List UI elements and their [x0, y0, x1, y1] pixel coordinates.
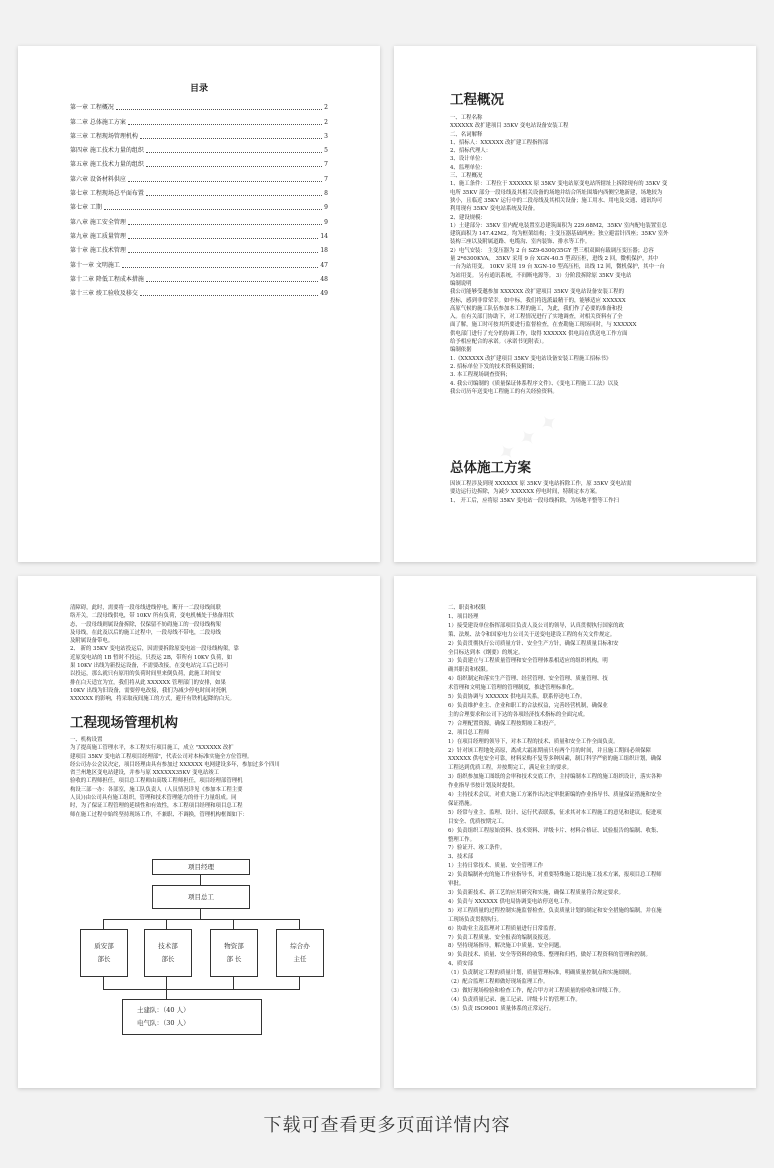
text-line: 装构三座以及附属道路、电缆沟、室内装饰、排水等工作。 — [450, 239, 591, 246]
toc-page: 14 — [320, 232, 328, 240]
org-connector — [103, 919, 299, 920]
text-line: 2）负责贯彻执行公司质量方针、安全生产方针，确保工程质量目标和安 — [448, 640, 619, 647]
text-line: 建筑面积为 147.42M2。均为框架结构；主变压器基础两座；独立避雷针四座；35KV 室外 — [450, 231, 669, 238]
toc-label: 第八章 施工安全管理 — [70, 218, 126, 226]
text-line: 3）负责建立与工程质量管理和安全管理体系相适应的组织机构，明 — [448, 658, 608, 665]
org-connector — [103, 919, 104, 929]
text-line: 以投运，那么就只有原用的负荷时间里来倒负荷，此施工时间安 — [70, 671, 221, 678]
org-connector — [103, 976, 104, 989]
org-box-technical — [144, 929, 192, 977]
toc-page: 48 — [320, 275, 328, 283]
org-chart — [70, 859, 330, 1037]
text-line: 排在白天适宜为宜，我们将从此 XXXXXX 管理部门的安排，如果 — [70, 679, 226, 686]
text-line: 主的合理要求和公司下达的各项经济技术指标的全面完成。 — [448, 711, 589, 718]
text-line: 人员》)由公司具有施工组织，管理和技术管理能力的骨干力量组成。同 — [70, 795, 237, 802]
toc-item[interactable] — [70, 198, 328, 212]
toc-label: 第六章 设备材料供应 — [70, 175, 126, 183]
text-line: 9）负责技术、质量、安全等资料的收集、整理和归档，做好工程资料的管理和控制。 — [448, 952, 651, 959]
toc-item[interactable] — [70, 270, 328, 284]
text-line: 省兰州地区变电站建设，并参与原 XXXXXX35KV 变电站竣工 — [70, 770, 220, 777]
toc-label: 第十章 施工技术管理 — [70, 247, 126, 255]
toc-list — [70, 98, 328, 298]
toc-label: 第九章 施工质量管理 — [70, 232, 126, 240]
toc-page: 5 — [324, 147, 328, 155]
text-line: 4、质安部 — [448, 961, 473, 968]
text-line: 7）合理配置资源，确保工程按期竣工和投产。 — [448, 720, 560, 727]
toc-leader — [128, 124, 322, 125]
toc-label: 第五章 施工技术力量的组织 — [70, 161, 144, 169]
toc-leader — [116, 109, 322, 110]
text-line: 高原气候的施工队伍参加本工程的施工，为此，我们作了必要的准备和投 — [450, 305, 623, 312]
text-line: 8）坚持现场指导，解决施工中质量、安全问题。 — [448, 943, 565, 950]
toc-item[interactable] — [70, 169, 328, 183]
dept-role: 主任 — [293, 955, 307, 963]
text-line: 一台为站用变。 10KV 采用 19 台 XGN-10 型高压柜，出线 12 回，微机保护，其中一台 — [450, 264, 665, 271]
text-line: 及母线，在此及以后的施工过程中，一段母线不带电，二段母线 — [70, 629, 221, 636]
text-line: 6）负责维护业主、企业和职工的合法权益，完善经营机制，确保业 — [448, 702, 608, 709]
text-line: 构设三部一办：各部室，施工队负责人（人员情况详见《参加本工程主要 — [70, 786, 243, 793]
text-line: 量 2*6300KVA。 35KV 采用 9 台 XGN-40.5 型高压柜，进线 2 回，微机保护，其中 — [450, 256, 659, 263]
text-line: 1）土建部分：35KV 室内配电装置室总建筑面积为 229.68M2，35KV 室内配电装置室总 — [450, 222, 667, 229]
text-line: 3）负责新技术、新工艺的应用研究和实施，确保工程质量符合规定要求。 — [448, 890, 624, 896]
text-line: 清障碍，此时，需要将一段母线进线停电，断开一二段母线间联 — [70, 605, 221, 611]
text-line: 验收的工程师担任，项目总工程师由高级工程师担任，项目经理部管理机 — [70, 778, 243, 785]
text-line: 6）协助业主及监理对工程质量进行日常监督。 — [448, 925, 560, 932]
toc-item[interactable] — [70, 184, 328, 198]
download-prompt[interactable]: 下载可查看更多页面详情内容 — [263, 1115, 511, 1136]
text-line: 利用现有 35KV 变电站系统及设备。 — [450, 206, 539, 213]
org-box-materials — [210, 929, 258, 977]
text-line: 给予相应配合的承诺。（承诺书见附表）。 — [450, 339, 548, 346]
toc-page: 2 — [324, 104, 328, 112]
dept-name: 质安部 — [94, 942, 114, 950]
text-line: 保证措施。 — [448, 800, 475, 807]
text-line: 及附属设备带电。 — [70, 638, 114, 645]
toc-item[interactable] — [70, 155, 328, 169]
text-line: 5）负责协调与 XXXXXX 供电局关系，联系停送电工作。 — [448, 694, 586, 701]
text-line: 4）负责与 XXXXXX 供电局协调变电站停送电工作。 — [448, 898, 575, 905]
text-line: 4）主持技术会议，对重大施工方案作出决定审批新编的作业指导书、质量保证措施和安全 — [448, 792, 662, 799]
page-overview — [394, 46, 756, 562]
overview-text — [450, 114, 750, 396]
text-line: 1）主持日常技术、质量、安全管理工作 — [448, 863, 544, 870]
toc-item[interactable] — [70, 227, 328, 241]
text-line: 态，一段母线则属设备拆除，仅保留不妨碍施工的一段母线构架 — [70, 621, 221, 628]
text-line: 络开关，二段母线供电，带 10KV 所有负荷，变电机械处于热备用状 — [70, 613, 234, 620]
text-line: 二、职责和权限 — [448, 605, 486, 611]
text-line: （2）配合监理工程师做好现场监理工作。 — [448, 979, 549, 986]
text-line: 1、施工条件：工程位于 XXXXXX 原 35KV 变电站原变电站所辖址上拆除现有的 35KV 变 — [450, 181, 668, 188]
toc-item[interactable] — [70, 241, 328, 255]
text-line: 2、项目总工程师 — [448, 729, 490, 736]
text-line: 1.《XXXXXX 改扩建项目 35KV 变电站设备安装工程施工招标书》 — [450, 355, 612, 362]
toc-page: 7 — [324, 175, 328, 183]
org-box-chief-engineer: 项目总工 — [152, 885, 250, 909]
toc-page: 9 — [324, 218, 328, 226]
toc-leader — [128, 181, 322, 182]
watermark: ✦ ✦ ✦ — [493, 408, 565, 469]
text-line: 1、招标人：XXXXXX 改扩建工程指挥部 — [450, 139, 549, 146]
text-line: 2、建设规模： — [450, 214, 486, 221]
toc-leader — [140, 295, 318, 296]
text-line: 工现场负责贯彻执行。 — [448, 916, 502, 923]
toc-item[interactable] — [70, 284, 328, 298]
text-line: 整理工作。 — [448, 836, 475, 843]
toc-page: 3 — [324, 132, 328, 140]
text-line: XXXXXX 改扩建项目 35KV 变电站设备安装工程 — [450, 123, 569, 130]
text-line: 审批。 — [448, 881, 465, 888]
text-line: 3、设计单位： — [450, 156, 486, 163]
org-connector — [233, 976, 234, 989]
org-connector — [299, 919, 300, 929]
toc-title: 目录 — [189, 84, 208, 94]
toc-item[interactable] — [70, 212, 328, 226]
text-line: 2、 新的 35KV 变电站投运后，因需要拆除原变电站一段母线构架，靠 — [70, 646, 239, 653]
page-responsibilities — [394, 576, 756, 1088]
toc-label: 第一章 工程概况 — [70, 104, 114, 112]
text-line: 1、 开工后，应将原 35KV 变电站一段母线拆除，为场地平整等工作扫 — [450, 497, 619, 504]
text-line: 供电部门进行了充分的协调工作，取得 XXXXXX 供电局在供送电工作方面 — [450, 330, 628, 337]
text-line: 编制说明 — [450, 280, 472, 287]
page-management — [18, 576, 380, 1088]
toc-item[interactable] — [70, 127, 328, 141]
text-line: 狭小，且临近 35KV 运行中的二段母线及其相关设备；施工用水、用电及交通、通讯均可 — [450, 197, 663, 204]
heading-project-overview: 工程概况 — [450, 92, 504, 108]
text-line: 作业指导书按计划及时提供。 — [448, 783, 519, 790]
toc-label: 第七章 工期 — [70, 204, 102, 212]
text-line: 7）验证开、竣工条件。 — [448, 845, 506, 852]
toc-label: 第十二章 降低工程成本措施 — [70, 275, 144, 283]
text-line: 5）对工程质量的过程控制实施监督检查，负责质量计划的制定和安全措施的编制，并在施 — [448, 907, 662, 914]
toc-label: 第十一章 文明施工 — [70, 261, 120, 269]
text-line: 面了解，施工时可按其所要进行监督检查，在查勘施工现场同时，与 XXXXXX — [450, 322, 637, 329]
text-line: 策、法规、法令和国家电力公司关于送变电建设工程的有关文件规定。 — [448, 631, 616, 638]
text-line: 建项目 35KV 变电站工程项目经理部"，代表公司对本标准实施全方位管理。 — [70, 753, 253, 760]
text-line: 4. 我公司编制的《质量保证体系程序文件》、《变电工程施工工法》以及 — [450, 380, 619, 387]
toc-leader — [140, 138, 322, 139]
toc-leader — [146, 166, 322, 167]
text-line: 5）经常与业主、监理、设计、运行代表联系，征求其对本工程施工的意见和建议，促进项 — [448, 809, 662, 816]
text-line: 一、机构设置 — [70, 737, 103, 743]
text-line: 近原变电站的 1B 暂时不投运，只投运 2B，带所有 10KV 负荷，如 — [70, 654, 233, 661]
toc-leader — [128, 252, 318, 253]
plan-text — [450, 480, 750, 505]
toc-label: 第七章 工程现场总平面布置 — [70, 190, 144, 198]
dept-name: 技术部 — [158, 942, 178, 950]
toc-item[interactable] — [70, 141, 328, 155]
text-line: 工程达到优质工程，并按期完工，满足业主的要求。 — [448, 765, 572, 772]
text-line: 2）电气安装： 主变压器为 2 台 SZ9-6300/35GY 型三相双圈有载调压变压器；总容 — [450, 247, 654, 254]
org-connector — [166, 919, 167, 929]
text-line: 目安全、优质按期完工。 — [448, 818, 508, 825]
text-line: 1）接受建设单位指挥部项目负责人及公司的领导，认真贯彻执行国家的政 — [448, 622, 624, 629]
text-line: （3）做好现场检验和检查工作，配合甲方对工程质量的验收和评级工作。 — [448, 987, 624, 994]
dept-role: 部 长 — [226, 955, 242, 963]
text-line: 师在施工过程中始终坚持现场工作，不兼职、不调换，管理机构框图如下： — [70, 811, 248, 818]
team-civil: 土建队：（40 人） — [137, 1006, 190, 1014]
text-line: 投标，感到非常荣幸。如中标，我们将选派最精干的，能够适应 XXXXXX — [450, 297, 626, 304]
text-line: XXXXXX 的影响，将采取夜间施工的方式，避开有铁机起降的白天。 — [70, 696, 235, 703]
org-box-general-office — [276, 929, 324, 977]
text-line: 要边运行边拆除，为减少 XXXXXX 停电时间，特制定本方案。 — [450, 489, 601, 496]
toc-label: 第三章 工程现场管理机构 — [70, 132, 138, 140]
org-connector — [200, 874, 201, 885]
text-line: 4、监理单位： — [450, 164, 486, 171]
organization-text — [70, 736, 332, 819]
toc-label: 第二章 总体施工方案 — [70, 118, 126, 126]
org-connector — [233, 919, 234, 929]
heading-site-management: 工程现场管理机构 — [70, 715, 178, 731]
text-line: 为站用变。 另有通讯系统，不间断电源等。 3）分阶段拆除原 35KV 变电站 — [450, 272, 632, 279]
text-line: 4）组织制定和落实生产管理、经营管理、安全管理、质量管理、技 — [448, 676, 608, 683]
toc-item[interactable] — [70, 112, 328, 126]
org-box-teams — [122, 999, 262, 1035]
text-line: 1）在项目经理的领导下，对本工程的技术、质量和安全工作全面负责。 — [448, 738, 619, 745]
toc-leader — [128, 224, 322, 225]
text-line: 三、工程概况 — [450, 173, 483, 180]
toc-item[interactable] — [70, 98, 328, 112]
dept-role: 部长 — [97, 955, 111, 963]
responsibilities-text — [448, 604, 738, 1014]
text-line: 二、名词解释 — [450, 131, 483, 138]
toc-page: 18 — [320, 247, 328, 255]
org-connector — [200, 908, 201, 919]
org-connector — [103, 989, 300, 990]
text-line: XXXXXX 供电安全可靠，材料采购不复等多种因素，制订科学严密的施工组织计划，确保 — [448, 756, 662, 763]
toc-label: 第四章 施工技术力量的组织 — [70, 147, 144, 155]
team-electrical: 电气队：（30 人） — [137, 1019, 190, 1027]
toc-leader — [122, 267, 318, 268]
text-line: 6）负责组织工程原始资料、技术资料、评级卡片、材料合格证、试验报告的编制、收集、 — [448, 827, 662, 834]
text-line: 时，为了保证工程管理的延续性和有效性，本工程项目经理和项目总工程 — [70, 803, 243, 810]
toc-leader — [146, 281, 318, 282]
toc-leader — [146, 152, 322, 153]
text-line: 3. 本工程现场调查资料； — [450, 372, 511, 379]
text-line: 为了提高施工管理水平，本工程实行项目施工，成立 "XXXXXX 改扩 — [70, 745, 234, 752]
dept-name: 综合办 — [290, 942, 310, 950]
org-box-manager: 项目经理 — [152, 859, 250, 875]
text-line: 一、工程名称 — [450, 115, 483, 121]
plan-continued-text — [70, 604, 330, 704]
toc-page: 2 — [324, 118, 328, 126]
org-box-quality-safety — [80, 929, 128, 977]
text-line: 入。在有关部门协助下，对工程情况进行了实地调查，对相关资料有了全 — [450, 314, 623, 321]
text-line: 术管理和文明施工管理的管理制度，推进管理标准化。 — [448, 685, 578, 692]
dept-role: 部长 — [161, 955, 175, 963]
text-line: 3）组织参加施工图纸的会审和技术交底工作，主持编制本工程的施工组织设计，落实各种 — [448, 774, 662, 781]
text-line: 全目标达到本《纲要》的规定。 — [448, 649, 524, 656]
text-line: 确其职责和权限。 — [448, 667, 492, 674]
toc-page: 9 — [324, 204, 328, 212]
page-toc — [18, 46, 380, 562]
text-line: 经公司办公会议决定，项目经理由具有参加过 XXXXXX 电网建设多年，参加过多个四川 — [70, 761, 280, 768]
toc-leader — [128, 238, 318, 239]
toc-page: 47 — [320, 261, 328, 269]
toc-page: 7 — [324, 161, 328, 169]
text-line: 3、技术部 — [448, 854, 473, 861]
text-line: 电所 35KV 部分一段母线及其相关设备的场地并结合所址围墙内西侧空地新建，场地较为 — [450, 189, 663, 196]
text-line: 编制依据 — [450, 347, 472, 354]
org-connector — [299, 976, 300, 989]
text-line: （1）负责制定工程的质量计划，质量管理标准，明确质量控制点和实施细则。 — [448, 970, 635, 977]
text-line: 2）针对该工程地处高原，离成大霜冻期前只有两个月的时间，并且施工期间必须保障 — [448, 747, 651, 754]
org-connector — [166, 989, 167, 999]
toc-item[interactable] — [70, 255, 328, 269]
toc-leader — [146, 195, 322, 196]
text-line: （4）负责质量记录、施工记录、评级卡片的管理工作。 — [448, 996, 581, 1003]
toc-page: 8 — [324, 190, 328, 198]
toc-page: 49 — [320, 290, 328, 298]
text-line: 2、招标代理人： — [450, 148, 492, 155]
text-line: 果 10KV 出线为新投运设备，不需要改接，在变电站完工后已经可 — [70, 663, 229, 670]
text-line: 因该工程涉及到现 XXXXXX 原 35KV 变电站拆除工作，原 35KV 变电站需 — [450, 481, 632, 487]
dept-name: 物资部 — [224, 942, 244, 950]
toc-leader — [104, 209, 322, 210]
text-line: 1、项目经理 — [448, 613, 479, 620]
text-line: 2. 招标单位下发的技术资料及附图； — [450, 363, 538, 370]
text-line: （5）负责 ISO9001 质量体系的正常运行。 — [448, 1005, 555, 1012]
toc-label: 第十三章 竣工验收及移交 — [70, 290, 138, 298]
text-line: 2）负责编制补充的施工作业指导书，对重要特殊施工提出施工技术方案，报项目总工程师 — [448, 872, 662, 879]
text-line: 7）负责工程质量、安全报表的编制及报送。 — [448, 934, 554, 941]
heading-construction-plan: 总体施工方案 — [450, 460, 531, 476]
org-connector — [166, 976, 167, 989]
text-line: 10KV 出线为旧设备，需要停电改接，我们为减少停电时间对托帆 — [70, 687, 227, 694]
text-line: 我公司能够受邀参加 XXXXXX 改扩建项目 35KV 变电站设备安装工程的 — [450, 289, 625, 296]
text-line: 我公司历年送变电工程施工的有关经验资料。 — [450, 388, 558, 395]
